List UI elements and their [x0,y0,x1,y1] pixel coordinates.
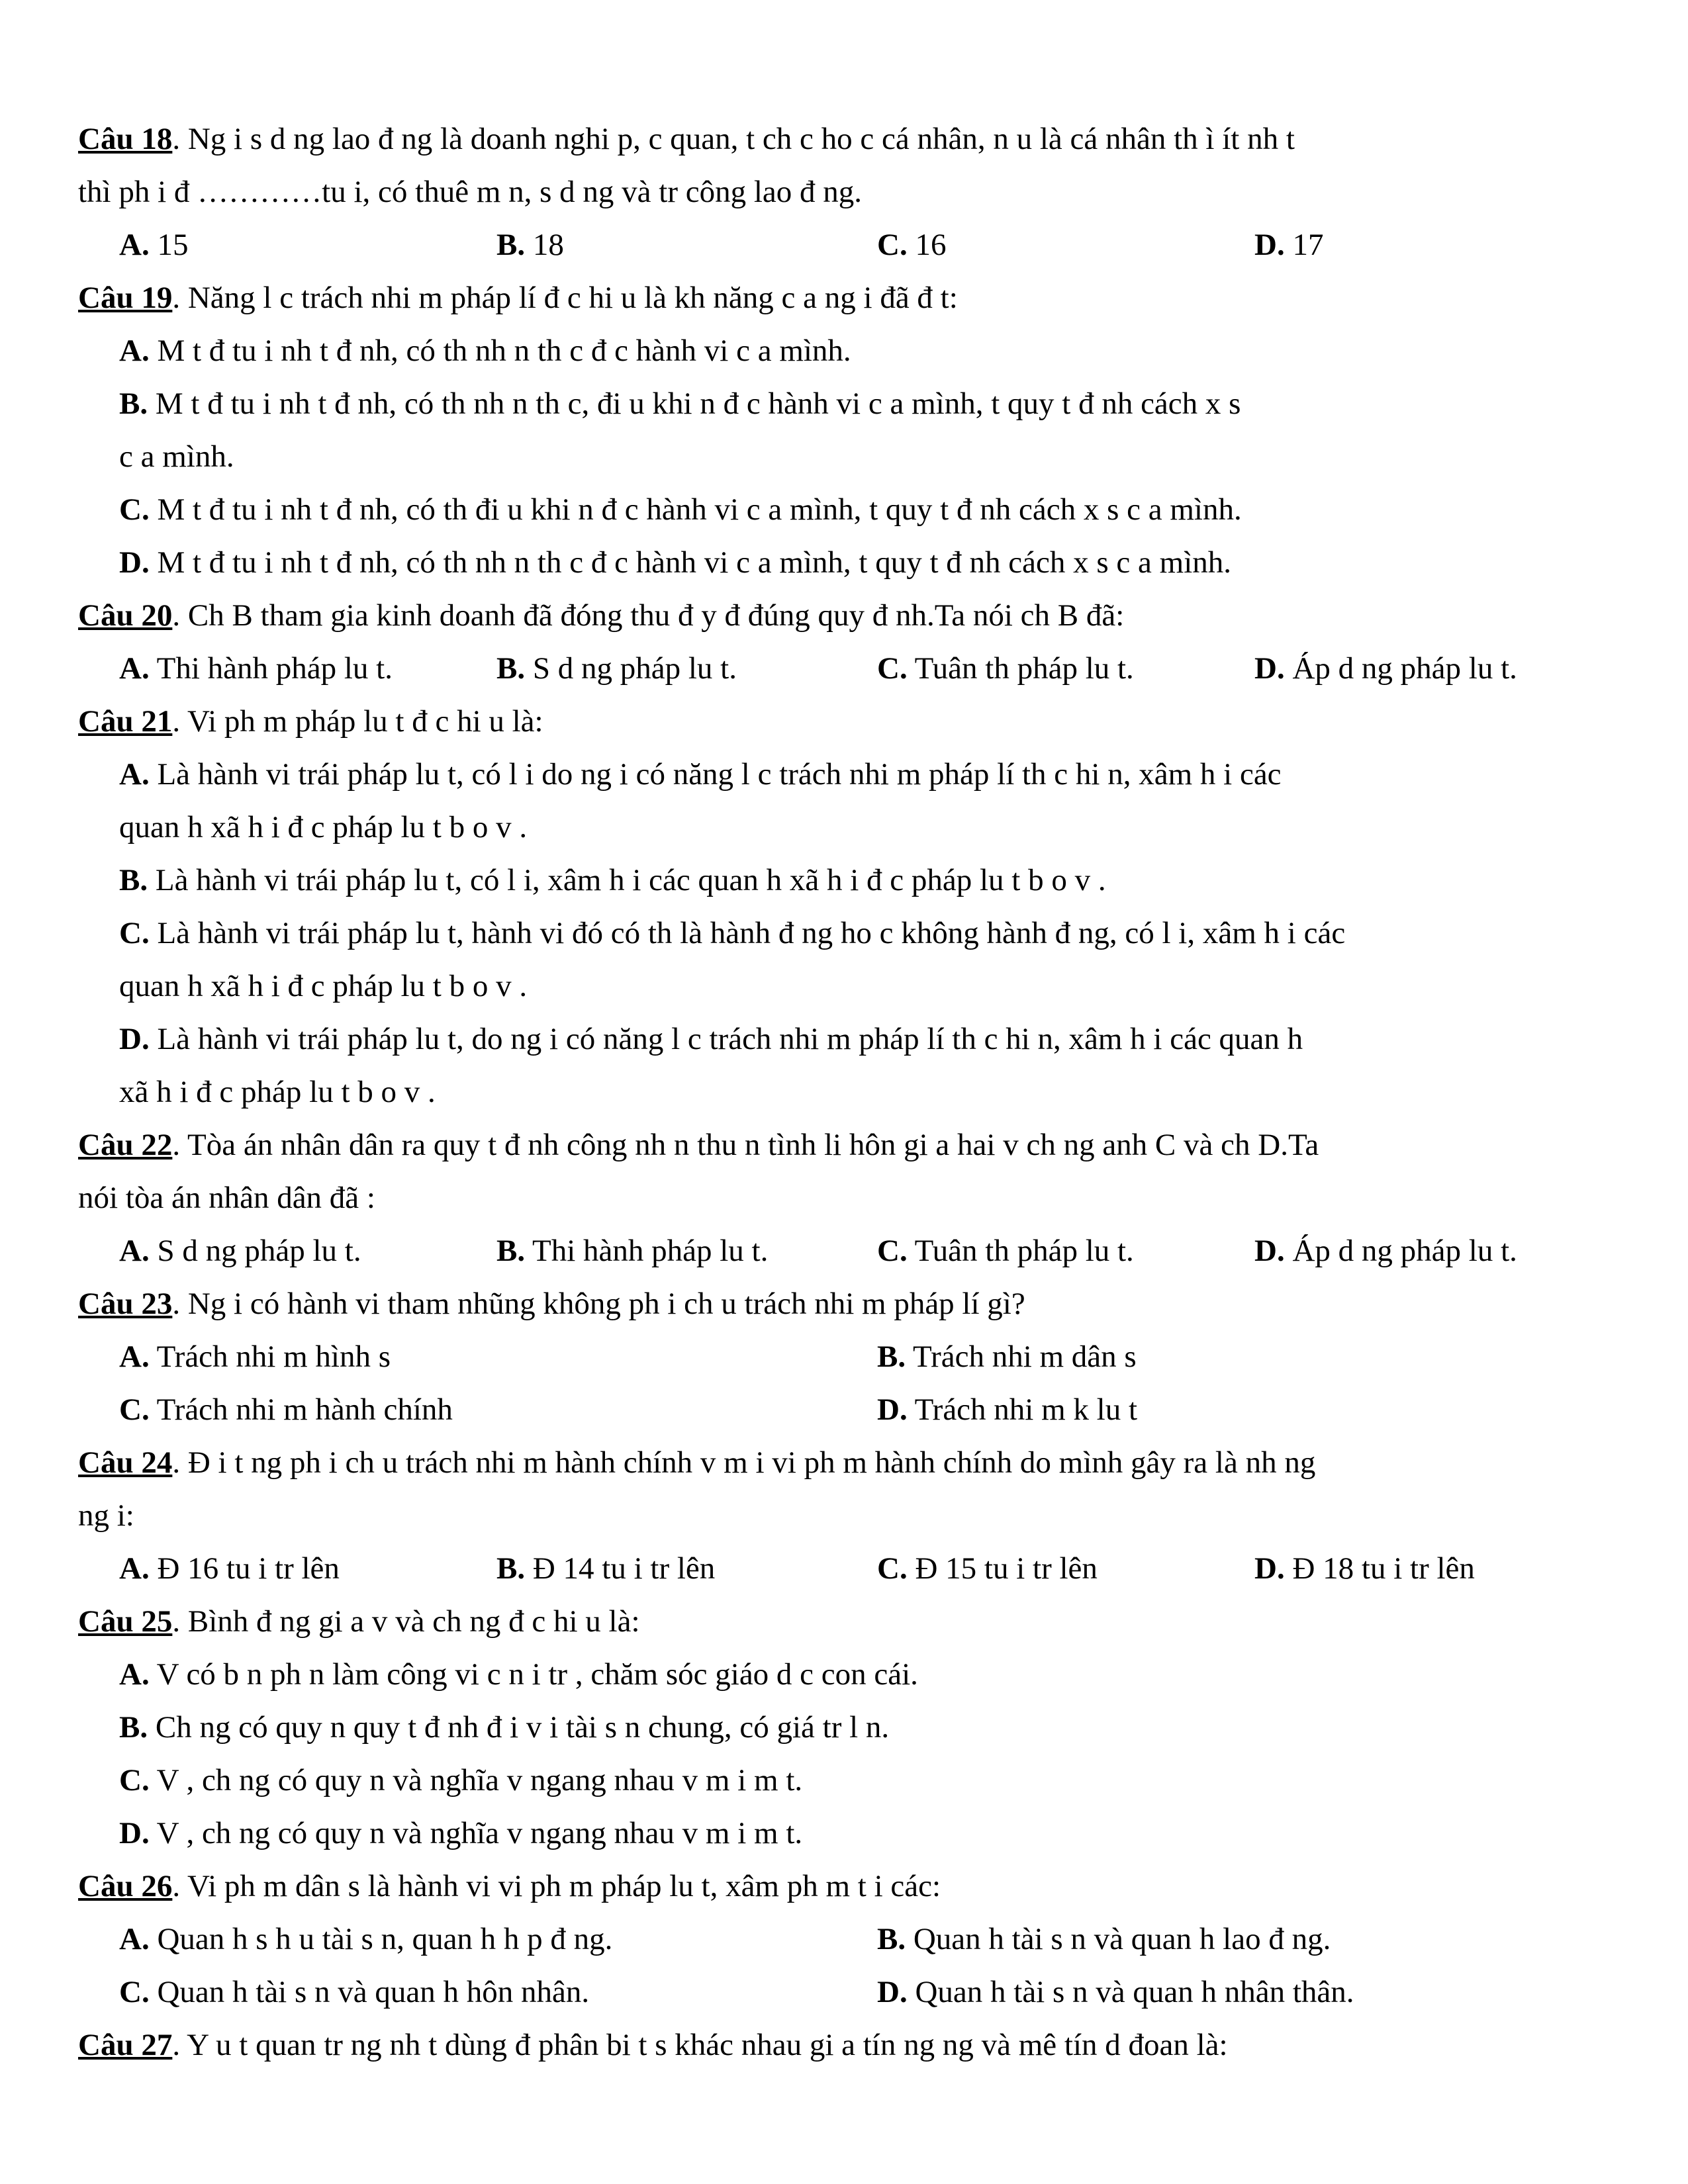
question-21 [78,695,1614,748]
question-stem: . Vi ph m dân s là hành vi vi ph m pháp lu t, xâm ph m t i các: [172,1869,941,1903]
option-a: A. S d ng pháp lu t. [119,1234,361,1268]
option-b: B. S d ng pháp lu t. [496,651,737,686]
options-row [78,1383,1614,1436]
option-a: A. Thi hành pháp lu t. [119,651,393,686]
question-label: Câu 23 [78,1287,173,1321]
question-20 [78,589,1614,642]
option-c: C. V , ch ng có quy n và nghĩa v ngang nhau v m i m t. [119,1763,803,1797]
option-c: C. Tuân th pháp lu t. [877,651,1134,686]
option-a: A. V có b n ph n làm công vi c n i tr , chăm sóc giáo d c con cái. [119,1657,918,1692]
question-27 [78,2019,1614,2071]
option-d: D. Là hành vi trái pháp lu t, do ng i có năng l c trách nhi m pháp lí th c hi n, xâm h i các quan h xã h i đ c pháp lu t b o v . [119,1022,1303,1109]
question-stem: . Đ i t ng ph i ch u trách nhi m hành chính v m i vi ph m hành chính do mình gây ra là nh ng [172,1445,1316,1480]
question-23 [78,1277,1614,1330]
exam-page [78,113,1614,2071]
option-c: C. 16 [877,228,947,262]
option-b: B. Đ 14 tu i tr lên [496,1551,716,1586]
question-stem: nói tòa án nhân dân đã : [78,1181,375,1215]
question-label: Câu 18 [78,122,173,156]
option-b: B. Quan h tài s n và quan h lao đ ng. [877,1922,1331,1956]
question-label: Câu 27 [78,2028,173,2062]
options-row [78,1966,1614,2019]
option-d: D. 17 [1254,228,1324,262]
question-stem: . Ng i s d ng lao đ ng là doanh nghi p, c quan, t ch c ho c cá nhân, n u là cá nhân th ì ít nh t [172,122,1295,156]
question-label: Câu 21 [78,704,173,739]
question-label: Câu 26 [78,1869,173,1903]
question-stem: . Ng i có hành vi tham nhũng không ph i ch u trách nhi m pháp lí gì? [172,1287,1025,1321]
question-label: Câu 20 [78,598,173,633]
option-a: A. 15 [119,228,189,262]
options-row [78,1224,1614,1277]
question-stem: . Năng l c trách nhi m pháp lí đ c hi u là kh năng c a ng i đã đ t: [172,281,958,315]
options-row [78,642,1614,695]
question-label: Câu 24 [78,1445,173,1480]
option-c: C. Quan h tài s n và quan h hôn nhân. [119,1975,590,2009]
option-c: C. Trách nhi m hành chính [119,1392,453,1427]
option-b: B. 18 [496,228,564,262]
options-row [78,1330,1614,1383]
question-stem: . Y u t quan tr ng nh t dùng đ phân bi t s khác nhau gi a tín ng ng và mê tín d đoan là: [172,2028,1228,2062]
option-a: A. Quan h s h u tài s n, quan h h p đ ng. [119,1922,613,1956]
question-25 [78,1595,1614,1648]
options-row [78,1913,1614,1966]
option-a: A. Trách nhi m hình s [119,1340,391,1374]
question-stem: ng i: [78,1498,134,1533]
option-a: A. Là hành vi trái pháp lu t, có l i do ng i có năng l c trách nhi m pháp lí th c hi n, xâm h i các quan h xã h i đ c pháp lu t b o v . [119,757,1282,844]
option-b: B. Trách nhi m dân s [877,1340,1137,1374]
option-d: D. Đ 18 tu i tr lên [1254,1551,1475,1586]
option-d: D. M t đ tu i nh t đ nh, có th nh n th c đ c hành vi c a mình, t quy t đ nh cách x s c a mình. [119,545,1232,580]
option-c: C. Là hành vi trái pháp lu t, hành vi đó có th là hành đ ng ho c không hành đ ng, có l i, xâm h i các quan h xã h i đ c pháp lu t b o v . [119,916,1346,1003]
option-d: D. Áp d ng pháp lu t. [1254,1234,1517,1268]
option-d: D. Áp d ng pháp lu t. [1254,651,1517,686]
question-18 [78,113,1614,218]
question-stem: . Tòa án nhân dân ra quy t đ nh công nh n thu n tình li hôn gi a hai v ch ng anh C và ch D.Ta [172,1128,1319,1162]
question-24 [78,1436,1614,1542]
option-c: C. Đ 15 tu i tr lên [877,1551,1098,1586]
option-b: B. Ch ng có quy n quy t đ nh đ i v i tài s n chung, có giá tr l n. [119,1710,890,1745]
question-22 [78,1118,1614,1224]
option-b: B. Thi hành pháp lu t. [496,1234,769,1268]
option-b: B. Là hành vi trái pháp lu t, có l i, xâm h i các quan h xã h i đ c pháp lu t b o v . [119,863,1106,897]
option-b: B. M t đ tu i nh t đ nh, có th nh n th c, đi u khi n đ c hành vi c a mình, t quy t đ nh cách x s c a mình. [119,387,1241,474]
question-label: Câu 19 [78,281,173,315]
question-label: Câu 25 [78,1604,173,1639]
question-stem: . Ch B tham gia kinh doanh đã đóng thu đ y đ đúng quy đ nh.Ta nói ch B đã: [172,598,1125,633]
question-26 [78,1860,1614,1913]
option-d: D. V , ch ng có quy n và nghĩa v ngang nhau v m i m t. [119,1816,803,1850]
question-stem: thì ph i đ …………tu i, có thuê m n, s d ng và tr công lao đ ng. [78,175,863,209]
question-stem: . Bình đ ng gi a v và ch ng đ c hi u là: [172,1604,640,1639]
question-stem: . Vi ph m pháp lu t đ c hi u là: [172,704,543,739]
question-19 [78,271,1614,324]
option-c: C. Tuân th pháp lu t. [877,1234,1134,1268]
option-c: C. M t đ tu i nh t đ nh, có th đi u khi n đ c hành vi c a mình, t quy t đ nh cách x s c a mình. [119,492,1242,527]
options-row [78,1542,1614,1595]
option-d: D. Quan h tài s n và quan h nhân thân. [877,1975,1354,2009]
option-a: A. Đ 16 tu i tr lên [119,1551,340,1586]
option-d: D. Trách nhi m k lu t [877,1392,1138,1427]
question-label: Câu 22 [78,1128,173,1162]
option-a: A. M t đ tu i nh t đ nh, có th nh n th c đ c hành vi c a mình. [119,334,851,368]
options-row [78,218,1614,271]
